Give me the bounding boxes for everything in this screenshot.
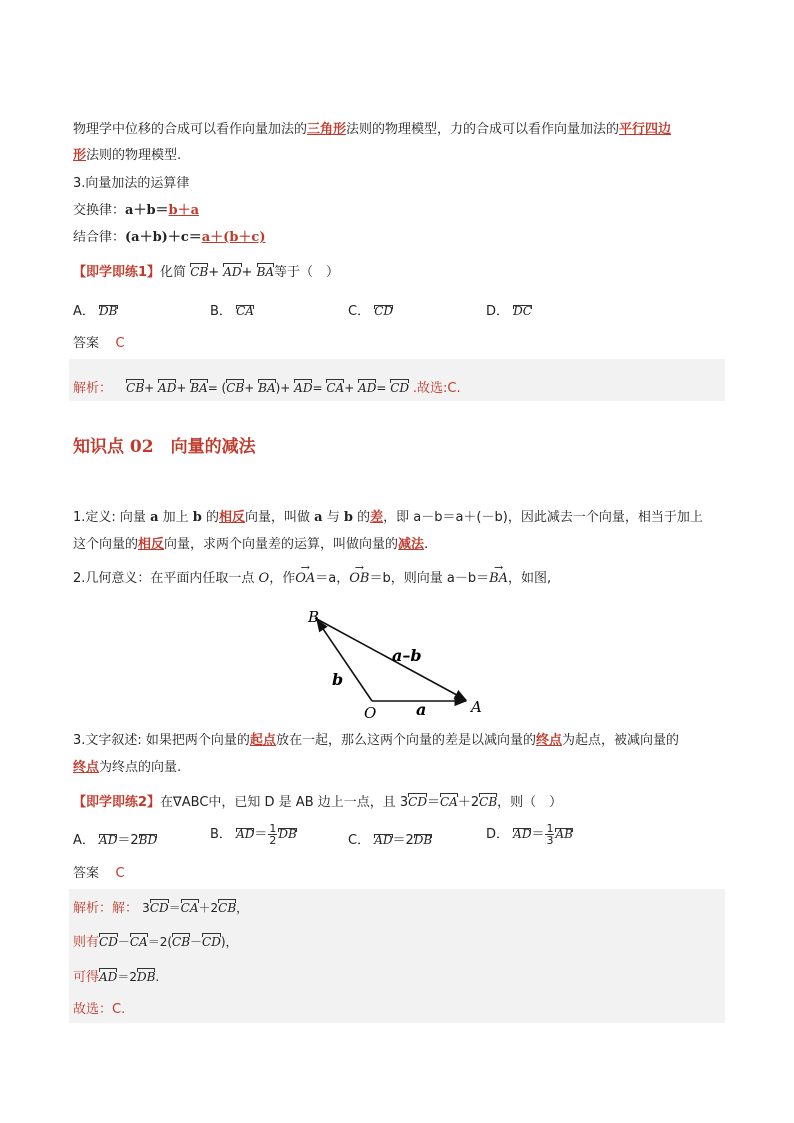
vector-cb: CB	[126, 378, 144, 398]
geo-text: 2.几何意义：在平面内任取一点	[73, 571, 259, 586]
ex2-choice-a[interactable]	[73, 829, 157, 848]
solution-label: 解析：	[73, 901, 113, 916]
choice-label: D．	[486, 304, 510, 319]
solution-formula: AD＝2DB.	[99, 970, 159, 984]
vector-cd: CD	[408, 792, 427, 812]
def-text: .	[424, 537, 429, 552]
highlight-difference: 差	[370, 510, 384, 525]
choice-eq: ＝	[254, 827, 268, 842]
answer-value: C	[115, 336, 125, 351]
vector-b-arrow	[317, 620, 372, 701]
fraction	[545, 823, 554, 846]
exercise-2-question	[73, 792, 722, 813]
question-text: ＋2	[457, 795, 480, 810]
choice-vector: AD	[513, 827, 532, 841]
question-text: 等于（ ）	[274, 265, 340, 280]
choice-vector: AD	[236, 827, 255, 841]
vector-oa: OA →	[295, 569, 315, 589]
intro-text: 物理学中位移的合成可以看作向量加法的	[73, 122, 308, 137]
vector-cb: CB	[218, 898, 236, 918]
highlight-opposite: 相反	[219, 510, 246, 525]
vector-ba: BA	[257, 262, 274, 282]
choice-label: B．	[210, 304, 232, 319]
def-text: 的	[352, 510, 371, 525]
symbol-a: a	[150, 510, 159, 525]
vector-ba: BA →	[489, 569, 508, 589]
vector-ca: CA	[326, 378, 344, 398]
fraction	[268, 823, 277, 846]
ex2-solution-line-3	[73, 967, 722, 988]
highlight-triangle: 三角形	[307, 122, 347, 137]
vector-ad: AD	[158, 378, 176, 398]
ex2-solution-line-1	[73, 898, 722, 919]
choice-vector: DB	[413, 833, 433, 847]
solution-final: 故选：C.	[73, 1002, 126, 1017]
answer-label: 答案	[73, 866, 100, 881]
def-text: 向量，叫做	[245, 510, 315, 525]
vector-ca: CA	[130, 932, 148, 952]
symbol-b: b	[343, 510, 353, 525]
vector-ba: BA	[258, 378, 275, 398]
ex1-choice-b[interactable]	[210, 300, 254, 319]
vector-ca: CA	[181, 898, 199, 918]
choice-vector: CD	[374, 304, 394, 318]
law-rhs: b＋a	[168, 203, 200, 218]
vector-cd: CD	[99, 932, 118, 952]
choice-label: A．	[73, 833, 95, 848]
ex2-answer	[73, 864, 722, 884]
vector-ad: AD	[294, 378, 312, 398]
choice-vector: DB	[278, 827, 297, 841]
choice-eq: ＝2	[117, 833, 139, 848]
choice-vector: DC	[513, 304, 532, 318]
label-o-point: O	[364, 704, 377, 722]
vector-ad: AD	[99, 967, 117, 987]
ex1-answer	[73, 334, 722, 354]
question-text: ＝	[426, 795, 440, 810]
question-text: ，则（ ）	[497, 795, 563, 810]
law-label: 结合律：	[73, 230, 126, 245]
vector-db: DB	[137, 967, 155, 987]
wording-text: 3.文字叙述: 如果把两个向量的	[73, 733, 250, 748]
numerator: 1	[546, 822, 554, 835]
definition-line-2	[73, 535, 722, 555]
def-text: 的	[201, 510, 219, 525]
choice-eq: ＝	[531, 827, 545, 842]
wording-text: 放在一起，那么这两个向量的差是以减向量的	[275, 733, 536, 748]
highlight-end: 终点	[73, 760, 100, 775]
def-text: 与	[322, 510, 344, 525]
vector-cd: CD	[150, 898, 169, 918]
intro-line-2	[73, 146, 722, 166]
ex1-choice-a[interactable]	[73, 300, 118, 319]
def-text: ，即 a－b＝a＋(－b)，因此减去一个向量，相当于加上	[383, 510, 703, 525]
ex2-choice-c[interactable]	[348, 829, 432, 848]
choice-vector: DB	[99, 304, 118, 318]
choice-vector: AD	[99, 833, 118, 847]
numerator: 1	[269, 822, 277, 835]
commutative-law	[73, 201, 722, 221]
choice-label: C．	[348, 304, 371, 319]
def-text: 1.定义: 向量	[73, 510, 151, 525]
label-vector-a: a	[416, 700, 427, 719]
choice-label: B．	[210, 827, 232, 842]
vector-cb: CB	[172, 932, 190, 952]
law-label: 交换律：	[73, 203, 126, 218]
geometric-meaning	[73, 569, 722, 589]
ex2-choice-b[interactable]	[210, 823, 297, 846]
vector-ad: AD	[223, 262, 241, 282]
choice-vector: AD	[374, 833, 393, 847]
intro-text: 法则的物理模型，力的合成可以看作向量加法的	[346, 122, 620, 137]
law-lhs: (a＋b)＋c＝	[125, 230, 202, 245]
def-text: 向量，求两个向量差的运算，叫做向量的	[164, 537, 399, 552]
solution-formula: CD－CA＝2(CB－CD)，	[99, 935, 238, 949]
choice-eq: ＝2	[392, 833, 414, 848]
vector-ba: BA	[190, 378, 207, 398]
vector-ob: OB →	[349, 569, 369, 589]
vector-ad: AD	[358, 378, 376, 398]
vector-cd: CD	[390, 378, 409, 398]
vector-triangle-figure	[300, 600, 500, 725]
exercise-1-question: 【即学即练1】化简 CB+ AD+ BA等于（ ）	[73, 262, 722, 283]
section3-title: 3.向量加法的运算律	[73, 176, 190, 191]
choice-label: A．	[73, 304, 95, 319]
label-a-point: A	[471, 698, 482, 716]
highlight-parallelogram-end: 形	[73, 148, 87, 163]
denominator: 2	[269, 834, 277, 847]
section-heading: 知识点 02 向量的减法	[73, 437, 256, 457]
wording-line-2	[73, 758, 722, 778]
vector-cb: CB	[190, 262, 208, 282]
highlight-opposite: 相反	[138, 537, 165, 552]
highlight-subtraction: 减法	[398, 537, 425, 552]
associative-law	[73, 228, 722, 248]
def-text: 加上	[158, 510, 193, 525]
highlight-parallelogram: 平行四边	[619, 122, 672, 137]
geo-text: ＝b，则向量 a－b＝	[369, 571, 490, 586]
solution-formula: 3CD＝CA＋2CB，	[142, 901, 248, 915]
answer-value: C	[115, 866, 125, 881]
def-text: 这个向量的	[73, 537, 139, 552]
solution-tail: .故选:C.	[412, 381, 461, 396]
ex1-solution	[73, 378, 722, 399]
geo-text: ，作	[269, 571, 296, 586]
vector-cb: CB	[479, 792, 497, 812]
law-rhs: a＋(b＋c)	[201, 230, 266, 245]
ex2-choice-d[interactable]	[486, 823, 573, 846]
choice-label: D．	[486, 827, 510, 842]
point-o: O	[258, 571, 270, 586]
choice-label: C．	[348, 833, 371, 848]
choice-vector: AB	[555, 827, 573, 841]
label-b-point: B	[308, 608, 320, 626]
question-text: 在∇ABC中，已知 D 是 AB 边上一点，且 3	[160, 795, 409, 810]
wording-text: 为起点，被减向量的	[561, 733, 679, 748]
ex2-final	[73, 1000, 722, 1020]
solution-text: 则有	[73, 935, 100, 950]
solution-text: 解：	[112, 901, 139, 916]
intro-line-1	[73, 120, 722, 140]
vector-cd: CD	[202, 932, 221, 952]
highlight-end: 终点	[535, 733, 562, 748]
law-lhs: a＋b＝	[125, 203, 169, 218]
geo-text: ，如图,	[508, 571, 552, 586]
exercise-tag: 【即学即练1】	[73, 265, 161, 280]
wording-line-1	[73, 731, 722, 751]
highlight-start: 起点	[249, 733, 276, 748]
exercise-tag: 【即学即练2】	[73, 795, 161, 810]
solution-formula: CB+ AD+ BA= (CB+ BA)+ AD= CA+ AD= CD	[126, 381, 413, 395]
geo-text: ＝a，	[315, 571, 350, 586]
wording-text: 为终点的向量.	[99, 760, 182, 775]
solution-text: 可得	[73, 970, 100, 985]
intro-text: 法则的物理模型.	[86, 148, 182, 163]
question-text: 化简	[160, 265, 187, 280]
symbol-b: b	[192, 510, 202, 525]
ex1-choice-c[interactable]	[348, 300, 393, 319]
answer-label: 答案	[73, 336, 100, 351]
label-vector-b: b	[332, 670, 344, 689]
vector-cb: CB	[226, 378, 244, 398]
solution-label: 解析：	[73, 381, 113, 396]
ex2-solution-line-2	[73, 932, 722, 953]
symbol-a: a	[314, 510, 323, 525]
denominator: 3	[546, 834, 554, 847]
vector-ca: CA	[440, 792, 458, 812]
ex1-choice-d[interactable]	[486, 300, 532, 319]
choice-vector: BD	[138, 833, 158, 847]
label-a-minus-b: a–b	[392, 646, 422, 665]
definition-line-1	[73, 508, 722, 528]
choice-vector: CA	[236, 304, 254, 318]
